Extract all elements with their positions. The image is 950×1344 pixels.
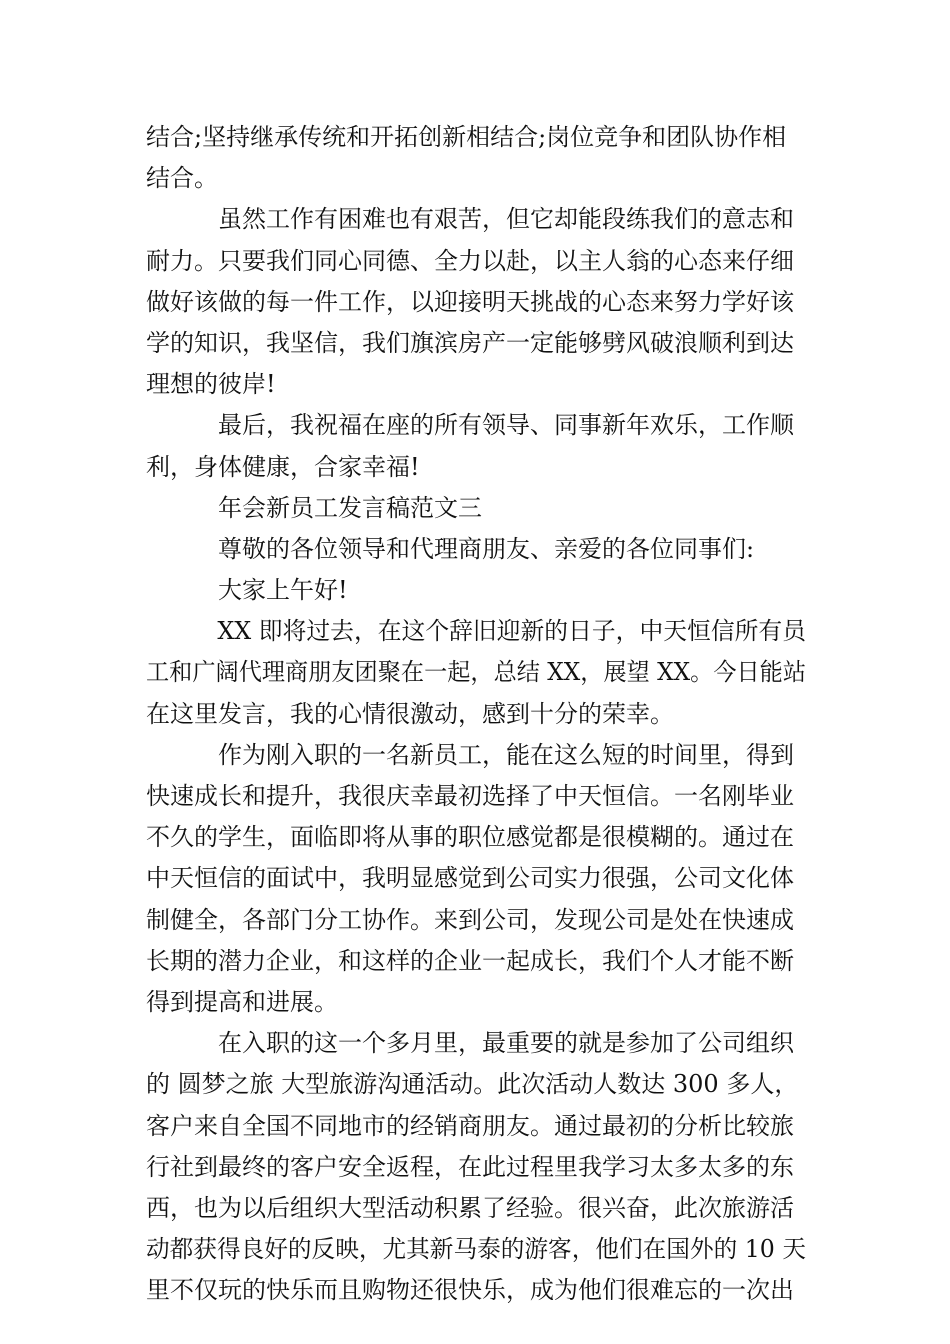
text-line: 作为刚入职的一名新员工，能在这么短的时间里，得到 xyxy=(218,740,794,769)
text-line: 年会新员工发言稿范文三 xyxy=(218,493,482,522)
text-line: 耐力。只要我们同心同德、全力以赴，以主人翁的心态来仔细 xyxy=(146,246,794,275)
text-line: 动都获得良好的反映，尤其新马泰的游客，他们在国外的 10 天 xyxy=(146,1235,807,1264)
text-line: 快速成长和提升，我很庆幸最初选择了中天恒信。一名刚毕业 xyxy=(146,782,794,810)
paragraph xyxy=(146,529,806,570)
text-line: 大家上午好! xyxy=(218,576,348,605)
text-line: 工和广阔代理商朋友团聚在一起，总结 XX，展望 XX。今日能站 xyxy=(146,658,807,687)
paragraph xyxy=(146,570,806,611)
paragraph xyxy=(146,117,806,199)
paragraph xyxy=(146,735,806,1023)
text-line: 行社到最终的客户安全返程，在此过程里我学习太多太多的东 xyxy=(146,1152,794,1181)
text-line: 在这里发言，我的心情很激动，感到十分的荣幸。 xyxy=(146,699,674,728)
text-line: 虽然工作有困难也有艰苦，但它却能段练我们的意志和 xyxy=(218,205,794,234)
paragraph xyxy=(146,405,806,487)
document-body xyxy=(146,117,806,1311)
text-line: 得到提高和进展。 xyxy=(146,987,338,1016)
text-line: 中天恒信的面试中，我明显感觉到公司实力很强，公司文化体 xyxy=(146,864,794,893)
text-line: 在入职的这一个多月里，最重要的就是参加了公司组织 xyxy=(218,1029,794,1058)
paragraph xyxy=(146,488,806,529)
text-line: 制健全，各部门分工协作。来到公司，发现公司是处在快速成 xyxy=(146,905,794,934)
paragraph xyxy=(146,1023,806,1311)
text-line: 最后，我祝福在座的所有领导、同事新年欢乐，工作顺 xyxy=(218,411,794,440)
text-line: 客户来自全国不同地市的经销商朋友。通过最初的分析比较旅 xyxy=(146,1111,794,1140)
text-line: 长期的潜力企业，和这样的企业一起成长，我们个人才能不断 xyxy=(146,946,794,975)
text-line: XX 即将过去，在这个辞旧迎新的日子，中天恒信所有员 xyxy=(217,617,807,646)
text-line: 西，也为以后组织大型活动积累了经验。很兴奋，此次旅游活 xyxy=(146,1193,794,1222)
text-line: 利，身体健康，合家幸福! xyxy=(146,452,420,481)
text-line: 学的知识，我坚信，我们旗滨房产一定能够劈风破浪顺利到达 xyxy=(146,328,794,357)
text-line: 结合。 xyxy=(146,164,218,193)
text-line: 结合;坚持继承传统和开拓创新相结合;岗位竞争和团队协作相 xyxy=(146,123,787,151)
paragraph xyxy=(146,199,806,405)
paragraph xyxy=(146,611,806,735)
text-line: 的 圆梦之旅 大型旅游沟通活动。此次活动人数达 300 多人， xyxy=(146,1070,799,1099)
text-line: 做好该做的每一件工作，以迎接明天挑战的心态来努力学好该 xyxy=(146,287,794,316)
text-line: 不久的学生，面临即将从事的职位感觉都是很模糊的。通过在 xyxy=(146,823,794,852)
text-line: 里不仅玩的快乐而且购物还很快乐，成为他们很难忘的一次出 xyxy=(146,1276,794,1305)
text-line: 尊敬的各位领导和代理商朋友、亲爱的各位同事们: xyxy=(218,534,755,563)
text-line: 理想的彼岸! xyxy=(146,370,276,399)
